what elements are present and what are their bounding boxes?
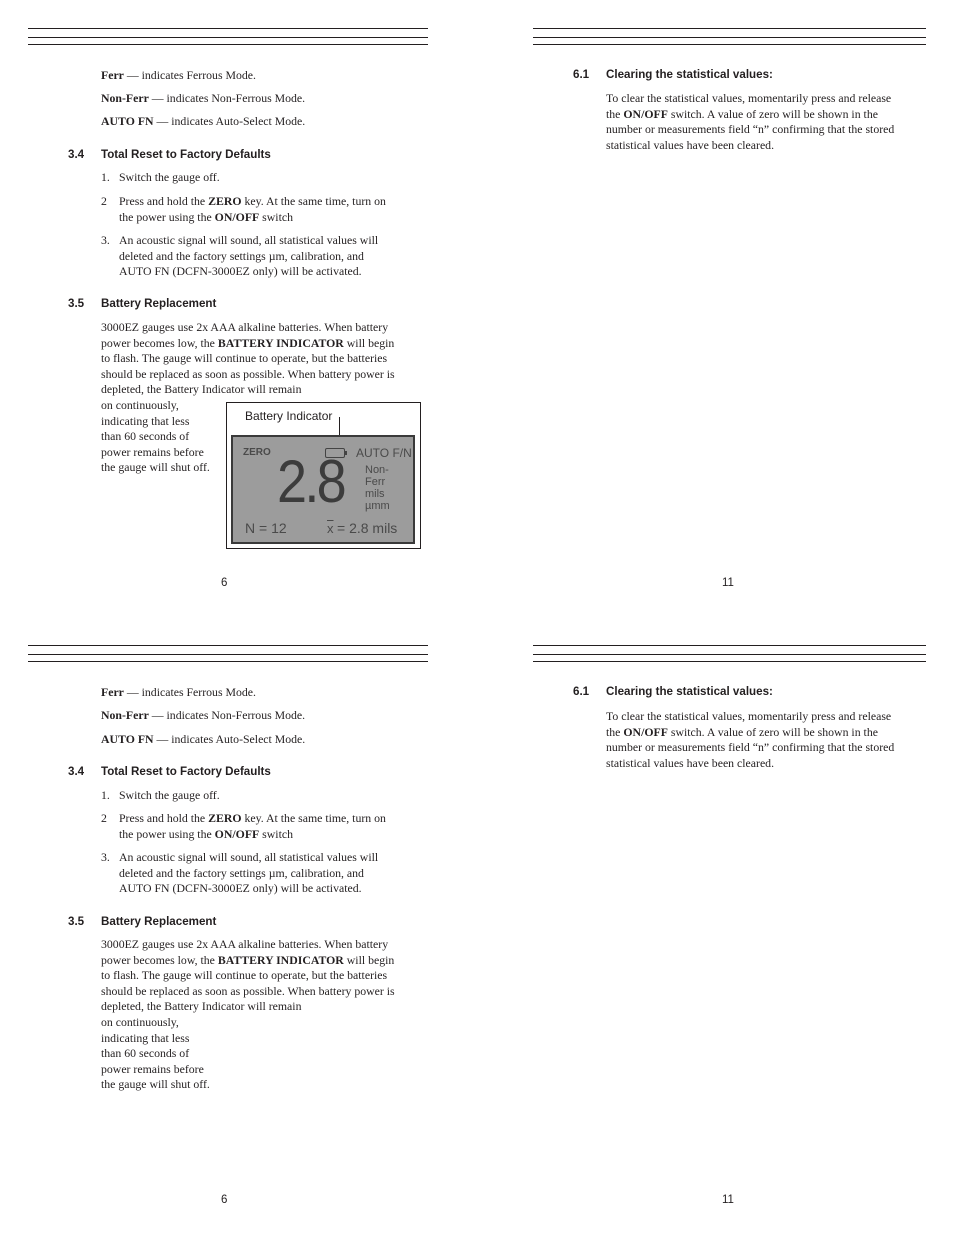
nonferr-line: Non-Ferr — indicates Non-Ferrous Mode. [101,708,306,722]
lcd-mean: = 2.8 mils [337,520,398,536]
autofn-line: AUTO FN — indicates Auto-Select Mode. [101,732,306,746]
autofn-line: AUTO FN — indicates Auto-Select Mode. [101,114,306,128]
figure-label: Battery Indicator [245,409,333,423]
page-6-top: Ferr — indicates Ferrous Mode. Non-Ferr — indicates Non-Ferrous Mode. AUTO FN — indicates Auto-Select Mode. 3.4 Total Reset to Factory Defaults 1. Switch the gauge off. 2 Press and hold the ZERO key. At the same time, turn on the power using the ON/OFF switch 3. An acoustic signal will sound, all statistical values will deleted and the factory settings µm, calibration, and AUTO FN (DCFN-3000EZ only) will be activated. 3.5 Battery Replacement 3000EZ gauges use 2x AAA alkaline batteries. When battery power becomes low, the BATTERY INDICATOR will begin to flash. The gauge will continue to operate, but the batteries should be replaced as soon as possible. When battery power is depleted, the Battery Indicator will remain on continuously, indicating that less than 60 seconds of power remains before the gauge will shut off. Battery Indicator ZERO AUTO F/N 2.8 Non- Ferr mils µmm N = 12 $\overline{x}$ = 2.8 mils 6 [28,28,428,628]
ferr-line: Ferr — indicates Ferrous Mode. [101,68,256,82]
section-heading-3-5: 3.5 Battery Replacement [68,915,217,928]
page-number: 11 [722,1194,734,1206]
section-heading-3-5: 3.5 Battery Replacement [68,297,217,310]
header-rules [28,28,428,46]
section-heading-3-4: 3.4 Total Reset to Factory Defaults [68,765,271,778]
lcd-zero: ZERO [243,447,271,458]
battery-icon-tip [345,451,347,455]
ferr-line: Ferr — indicates Ferrous Mode. [101,685,256,699]
page-11-bottom [533,645,926,1245]
clearing-paragraph: To clear the statistical values, momentarily press and release the ON/OFF switch. A value of zero will be shown in the number or measurements field “n” confirming that the stored statistical values have been cleared. [606,91,895,152]
lcd-units: Non- Ferr mils µmm [365,464,390,512]
header-rules [533,28,926,46]
lcd-mean-symbol: $\overline{x}$ [327,521,334,536]
page-number: 6 [221,577,228,589]
battery-indicator-figure [226,402,421,549]
lcd-reading: 2.8 [277,448,344,515]
header-rules [28,645,428,663]
battery-paragraph: 3000EZ gauges use 2x AAA alkaline batteries. When battery power becomes low, the BATTERY INDICATOR will begin to flash. The gauge will continue to operate, but the batteries should be replaced as soon as possible. When battery power is depleted, the Battery Indicator will remain on continuously, indicating that less than 60 seconds of power remains before the gauge will shut off. [101,320,395,475]
nonferr-line: Non-Ferr — indicates Non-Ferrous Mode. [101,91,306,105]
header-rules [533,645,926,663]
page-number: 6 [221,1194,228,1206]
page-number: 11 [722,577,734,589]
section-heading-6-1: 6.1 Clearing the statistical values: [573,685,773,698]
lcd-count: N = 12 [245,520,287,536]
section-heading-6-1: 6.1 Clearing the statistical values: [573,68,773,81]
lcd-auto: AUTO F/N [356,446,412,460]
section-heading-3-4: 3.4 Total Reset to Factory Defaults [68,148,271,161]
page-6-bottom: Ferr — indicates Ferrous Mode. Non-Ferr — indicates Non-Ferrous Mode. AUTO FN — indicates Auto-Select Mode. 3.4 Total Reset to Factory Defaults 1. Switch the gauge off. 2 Press and hold the ZERO key. At the same time, turn on the power using the ON/OFF switch 3. An acoustic signal will sound, all statistical values will deleted and the factory settings µm, calibration, and AUTO FN (DCFN-3000EZ only) will be activated. 3.5 Battery Replacement 3000EZ gauges use 2x AAA alkaline batteries. When battery power becomes low, the BATTERY INDICATOR will begin to flash. The gauge will continue to operate, but the batteries should be replaced as soon as possible. When battery power is depleted, the Battery Indicator will remain on continuously, indicating that less than 60 seconds of power remains before the gauge will shut off. 6 [28,645,428,1245]
page-11-top [533,28,926,628]
lcd-display [231,435,415,544]
battery-paragraph: 3000EZ gauges use 2x AAA alkaline batteries. When battery power becomes low, the BATTERY INDICATOR will begin to flash. The gauge will continue to operate, but the batteries should be replaced as soon as possible. When battery power is depleted, the Battery Indicator will remain on continuously, indicating that less than 60 seconds of power remains before the gauge will shut off. [101,937,395,1092]
callout-line [339,417,340,437]
clearing-paragraph: To clear the statistical values, momentarily press and release the ON/OFF switch. A value of zero will be shown in the number or measurements field “n” confirming that the stored statistical values have been cleared. [606,709,895,770]
